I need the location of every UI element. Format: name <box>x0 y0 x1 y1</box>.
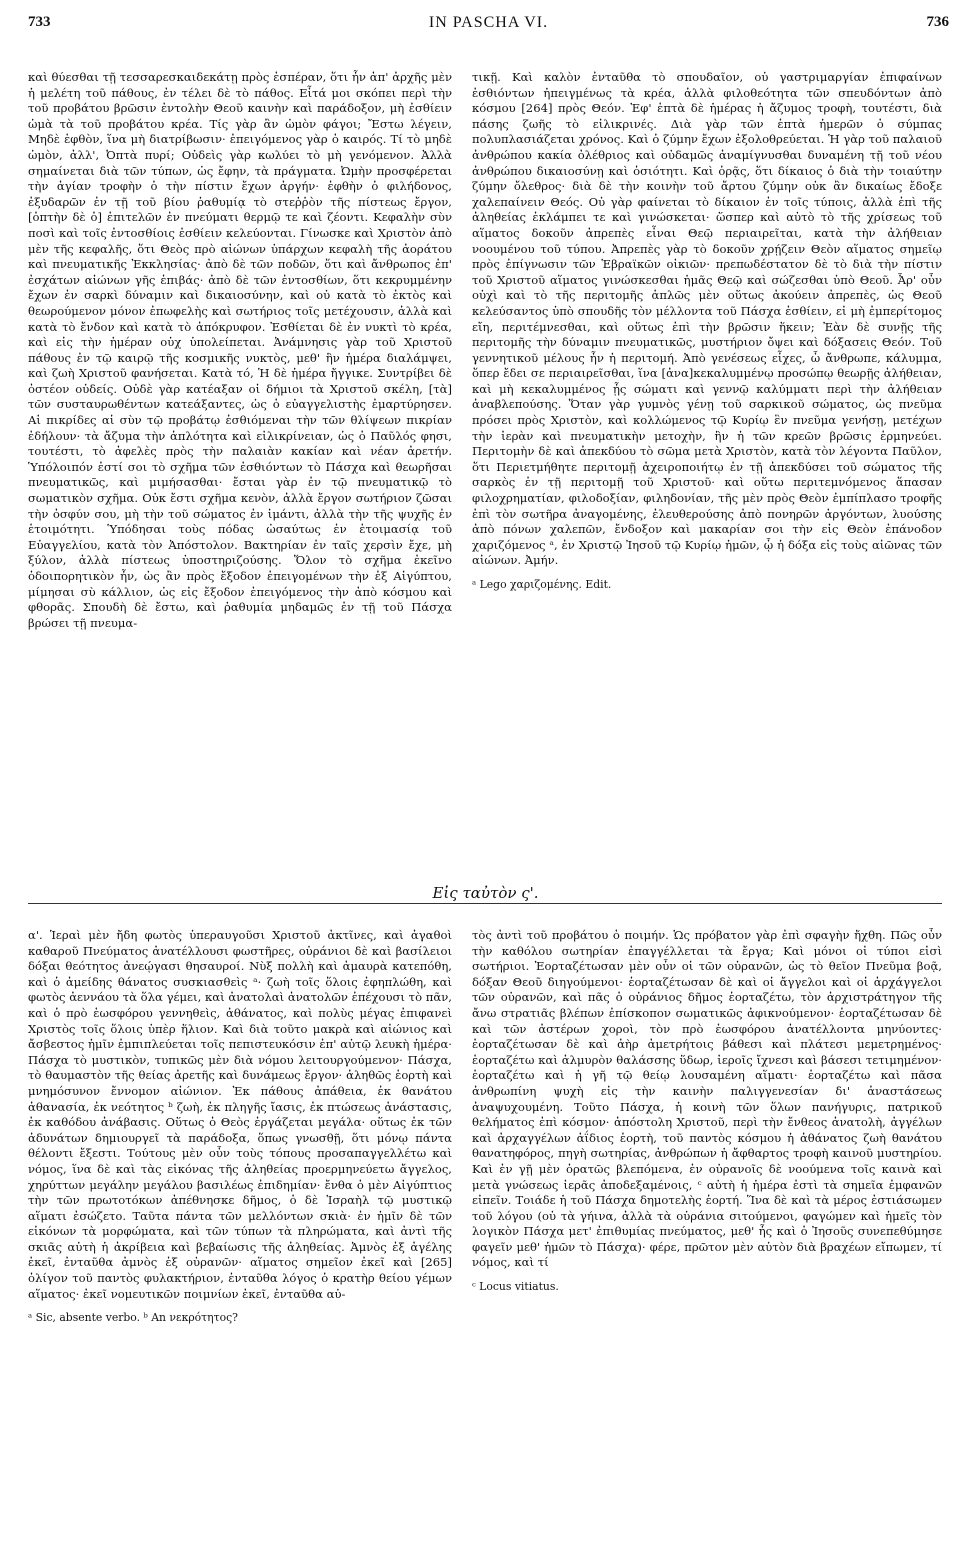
footnote: ᶜ Locus vitiatus. <box>472 1280 559 1294</box>
top-right-column <box>472 70 942 593</box>
bottom-right-column <box>472 928 942 1295</box>
divider <box>28 903 942 904</box>
paragraph: καὶ θύεσθαι τῇ τεσσαρεσκαιδεκάτῃ πρὸς ἑσπέραν, ὅτι ἦν ἀπ' ἀρχῆς μὲν ἡ μελέτη τοῦ πάθους, ἐν τέλει δὲ τὸ πάθος. Εἶτά μοι σκόπει περὶ τὴν τοῦ προβάτου βρῶσιν ἐντολὴν Θεοῦ καινὴν καὶ παράδοξον, μὴ ἐσθίειν ὠμὰ τὰ τοῦ προβάτου κρέα. Τίς γὰρ ἂν ὠμὸν φάγοι; Ἔστω λέγειν, Μηδὲ ἑφθὸν, ἵνα μὴ διατρίβωσιν· ἐπειγόμενος γὰρ ὁ καιρός. Τί τὸ μηδὲ ὠμὸν, ἀλλ', Ὀπτὰ πυρί; Οὐδεὶς γὰρ κωλύει τὸ μὴ γενόμενον. Ἀλλὰ σημαίνεται διὰ τῶν τύπων, ὡς ἔφην, τὰ πράγματα. Ὠμὴν προσφέρεται τὴν ἁγίαν τροφὴν ὁ τὴν πίστιν ἔχων ἀργήν· ἑφθὴν ὁ φιλήδονος, ἐξυδαρῶν ἐν τῇ τοῦ βίου ῥαθυμίᾳ τὸ στεῤῥὸν τῆς πίστεως ἔργον, [ὀπτὴν δὲ ὁ] ἐπιτελῶν ἐν πνεύματι θερμῷ τε καὶ ζέοντι. Κεφαλὴν σὺν ποσὶ καὶ τοῖς ἐντοσθίοις ἐσθίειν κελεύονται. Γίνωσκε καὶ Χριστὸν ἀπὸ μὲν τῆς κεφαλῆς, ὅτι Θεὸς πρὸ αἰώνων ὑπάρχων κεφαλὴ τῆς ἀοράτου καὶ πνευματικῆς Ἐκκλησίας· ἀπὸ δὲ τῶν ποδῶν, ὅτι καὶ ἄνθρωπος ἐπ' ἐσχάτων αἰώνων γῆς ἐπιβάς· ἀπὸ δὲ τῶν ἐντοσθίων, ὅτι κεκρυμμένην ἔχων ἐν σαρκὶ δύναμιν καὶ δικαιοσύνην, καὶ οὐ κατὰ τὸ ἐκτὸς καὶ θεωρούμενον μόνον ἐπωφελὴς καὶ σωτήριος τοῖς μετέχουσιν, ἀλλὰ καὶ κατὰ τὸ ἔνδον καὶ κατὰ τὸ ἀπόκρυφον. Ἐσθίεται δὲ ἐν νυκτὶ τὸ κρέα, καὶ εἰς τὴν ἡμέραν οὐχ ὑπολείπεται. Ἀνάμνησις γὰρ τοῦ Χριστοῦ πάθους ἐν τῷ καιρῷ τῆς κοσμικῆς νυκτὸς, μεθ' ἣν ἡμέρα διαλάμψει, καὶ ζωὴ Χριστοῦ φανήσεται. Κατὰ τό, Ἡ δὲ ἡμέρα ἤγγικε. Συντρίβει δὲ ὀστέον οὐδείς. Οὐδὲ γὰρ κατέαξαν οἱ δήμιοι τὰ Χριστοῦ σκέλη, [τὰ] τῶν συσταυρωθέντων κατεάξαντες, ὡς ὁ εὐαγγελιστὴς ἐμαρτύρησεν. Αἱ πικρίδες αἱ σὺν τῷ προβάτῳ ἐσθιόμεναι τὴν τῶν θλίψεων πικρίαν ἐδήλουν· τὰ ἄζυμα τὴν ἁπλότητα καὶ εἰλικρίνειαν, ὡς ὁ Παῦλός φησι, τουτέστι, τὸ ἀφελὲς πρὸς τὴν παλαιὰν κακίαν καὶ νέαν ἀρετήν. Ὑπόλοιπόν ἐστί σοι τὸ σχῆμα τῶν ἐσθιόντων τὸ Πάσχα καὶ θεωρῆσαι πνευματικῶς, καὶ μιμήσασθαι· ἔσται γὰρ ἐν τῷ πνευματικῷ τὸ σωματικὸν σχῆμα. Οὐκ ἔστι σχῆμα κενὸν, ἀλλὰ ἔργον σωτήριον ζῶσαι τὴν ὀσφύν σου, μὴ τὴν τοῦ σώματος ἐν ἱμάντι, ἀλλὰ τὴν τῆς ψυχῆς ἐν ἑτοιμότητι. Ὑπόδησαι τοὺς πόδας ὡσαύτως ἐν ἑτοιμασίᾳ τοῦ Εὐαγγελίου, κατὰ τὸν Ἀπόστολον. Βακτηρίαν ἐν ταῖς χερσὶν ἔχε, μὴ ξύλον, ἀλλὰ πίστεως ὑποστηριζούσης. Ὅλον τὸ σχῆμα ἐκεῖνο ὁδοιπορητικὸν ἦν, ὡς ἂν πρὸς ἔξοδον ἐπειγομένων τὴν ἐξ Αἰγύπτου, μίμησαι σὺ κάλλιον, ὡς εἰς ἔξοδον ἐπειγόμενος τὴν ἀπὸ κόσμου καὶ φθορᾶς. Σπουδὴ δὲ ἔστω, καὶ ῥαθυμία μηδαμῶς ἐν τῇ τοῦ Πάσχα βρώσει τῇ πνευμα- <box>28 70 452 630</box>
paragraph: τικῇ. Καὶ καλὸν ἐνταῦθα τὸ σπουδαῖον, οὐ γαστριμαργίαν ἐπιφαίνων ἐσθιόντων ἠπειγμένως τὰ κρέα, ἀλλὰ φιλοθεότητα τῶν σπευδόντων ἀπὸ κόσμου [264] πρὸς Θεόν. Ἐφ' ἑπτὰ δὲ ἡμέρας ἡ ἄζυμος τροφὴ, τουτέστι, διὰ πάσης ζωῆς τὸ εἰλικρινές. Διὰ γὰρ τῶν ἑπτὰ ἡμερῶν ὁ σύμπας πολυπλασιάζεται χρόνος. Καὶ ὁ ζύμην ἔχων ἐξολοθρεύεται. Ἡ γὰρ τοῦ παλαιοῦ ἀνθρώπου κακία ὀλέθριος καὶ οὐδαμῶς ἀναμίγνυσθαι δυναμένη τῇ τοῦ νέου ἀνθρώπου δικαιοσύνῃ καὶ ὁσιότητι. Καὶ ὁρᾷς, ὅτι δίκαιος ὁ διὰ τὴν τοιαύτην ζύμην ὄλεθρος· διὰ δὲ τὴν κοινὴν τοῦ ἄρτου ζύμην οὐκ ἂν δικαίως ἔδοξε χαλεπαίνειν Θεός. Οὐ γὰρ φαίνεται τὸ δίκαιον ἐν τοῖς τύποις, ἀλλὰ ἐπὶ τῆς ἀληθείας ἐκλάμπει τε καὶ γινώσκεται· ὥσπερ καὶ αὐτὸ τὸ τῆς χρίσεως τοῦ αἵματος δοκοῦν ἀπρεπὲς εἶναι Θεῷ περιαιρεῖται, κατὰ τὴν ἀλήθειαν νοουμένου τοῦ τύπου. Ἀπρεπὲς γὰρ τὸ δοκοῦν χρῄζειν Θεὸν αἵματος σημεῖῳ πρὸς ἐπίγνωσιν τῶν Ἑβραϊκῶν οἰκιῶν· πρεπωδέστατον δὲ τὸ διὰ τὴν πίστιν τοῦ Χριστοῦ αἵματος γινώσκεσθαι ἡμᾶς Θεῷ καὶ σώζεσθαι ὑπὸ Θεοῦ. Ἆρ' οὖν οὐχὶ καὶ τὸ τῆς περιτομῆς ἁπλῶς μὲν οὕτως ἀκούειν ἀπρεπὲς, ὡς Θεοῦ κελεύσαντος ὑπὸ σπουδῆς τὸν μέλλοντα τοῦ Πάσχα ἐσθίειν, εἰ μὴ ἐμπερίτομος εἴη, περιτέμνεσθαι, καὶ οὕτως ἐπὶ τὴν βρῶσιν ἥκειν; Ἐὰν δὲ συνῇς τῆς περιτομῆς τὴν δύναμιν πνευματικῶς, μυστήριον ὄψει καὶ δόξασεις Θεόν. Τοῦ γεννητικοῦ μέλους ἦν ἡ περιτομή. Ἀπὸ γενέσεως εἶχες, ὦ ἄνθρωπε, κάλυμμα, ὅπερ ἔδει σε περιαιρεῖσθαι, ἵνα [ἀνα]κεκαλυμμένῳ προσώπῳ θεωρῇς ἀλήθειαν, καὶ μὴ κεκαλυμμένος ᾖς σώματι καὶ γεννῷ καλύμματι περὶ τὴν ἀλήθειαν ἀναβλεπούσης. Ὅταν γὰρ γυμνὸς γένῃ τοῦ σαρκικοῦ σώματος, ὡς πνεῦμα πρόσει πρὸς Χριστὸν, καὶ κολλώμενος τῷ Κυρίῳ ἓν πνεῦμα γενήσῃ, μετέχων τὴν ἱερὰν καὶ πνευματικὴν μετοχὴν, ἣν ἡ τῶν κρεῶν βρῶσις ἑρμηνεύει. Περιτομὴν δὲ καὶ ἀπεκδύου τὸ σῶμα μετὰ Χριστὸν, κατὰ τὸν λέγοντα Παῦλον, ὅτι Περιετμήθητε περιτομῇ ἀχειροποιήτῳ ἐν τῇ ἀπεκδύσει τοῦ σώματος τῆς σαρκὸς ἐν τῇ περιτομῇ τοῦ Χριστοῦ· καὶ οὕτω περιτεμνόμενος ἅπασαν φιλοχρηματίαν, φιλοδοξίαν, φιληδονίαν, τῆς μὲν πρὸς Θεὸν ἐμπίπλασο τροφῆς ἐπὶ τὸν σωτῆρα ἀναγομένης, ἐλευθερούσης ἀπὸ πονηρῶν ἀργόντων, λυούσης ἀπὸ πόνων χαλεπῶν, ἔνδοξον καὶ μακαρίαν σοι τὴν εἰς Θεὸν ἐπάνοδον χαριζόμενος ᵃ, ἐν Χριστῷ Ἰησοῦ τῷ Κυρίῳ ἡμῶν, ᾧ ἡ δόξα εἰς τοὺς αἰῶνας τῶν αἰώνων. Ἀμήν. <box>472 70 942 568</box>
section-heading: Εἰς ταὐτὸν ς'. <box>432 884 539 902</box>
running-title: IN PASCHA VI. <box>428 14 549 31</box>
bottom-left-column <box>28 928 452 1326</box>
footnote: ᵃ Sic, absente verbo. ᵇ An νεκρότητος? <box>28 1311 238 1325</box>
paragraph: α'. Ἱεραὶ μὲν ἤδη φωτὸς ὑπεραυγοῦσι Χριστοῦ ἀκτῖνες, καὶ ἀγαθοὶ καθαροῦ Πνεύματος ἀνατέλλουσι φωστῆρες, οὐράνιοι δὲ καὶ βασίλειοι δόξαι θεότητος ἀνεῴγασι θησαυροί. Νὺξ πολλὴ καὶ ἀμαυρὰ κατεπόθη, καὶ ὁ ἀμείδης θάνατος συσκιασθεὶς ᵃ· ζωὴ τοῖς ὅλοις ἐφηπλώθη, καὶ φωτὸς ἀεννάου τὰ ὅλα γέμει, καὶ ἀνατολαὶ ἀνατολῶν ἐπέχουσι τὸ πᾶν, καὶ ὁ πρὸ ἑωσφόρου γεννηθεὶς, ἀθάνατος, καὶ πολὺς μέγας ἐπιφανεὶ Χριστὸς τοῖς ὅλοις ὑπὲρ ἥλιον. Καὶ διὰ τοῦτο μακρὰ καὶ αἰώνιος καὶ ἄσβεστος ἡμῖν ἐμπιπλεύεται τοῖς πεπιστευκόσιν ἐπ' αὐτῷ λευκὴ ἡμέρα· Πάσχα τὸ μυστικὸν, τυπικῶς μὲν διὰ νόμου λειτουργούμενον· Πάσχα, τὸ θαυμαστὸν τῆς θείας ἀρετῆς καὶ δυνάμεως ἔργον· ἀληθῶς ἑορτὴ καὶ μνημόσυνον ἔννομον αἰώνιον. Ἐκ πάθους ἀπάθεια, ἐκ θανάτου ἀθανασία, ἐκ νεότητος ᵇ ζωὴ, ἐκ πληγῆς ἴασις, ἐκ πτώσεως ἀνάστασις, ἐκ καθόδου ἀνάβασις. Οὕτως ὁ Θεὸς ἐργάζεται μεγάλα· οὕτως ἐκ τῶν ἀδυνάτων δημιουργεῖ τὰ παράδοξα, ὅπως γνωσθῇ, ὅτι μόνῳ πάντα θέλοντι ἔξεστι. Τούτους μὲν οὖν τοὺς τόπους προσαπαγγελλέτω καὶ νόμος, ἵνα δὲ καὶ τὰς εἰκόνας τῆς ἀληθείας προερμηνεύετω ἄγγελος, χηρύττων μεγάλην μεγάλου βασιλέως ἐπιδημίαν· ἔνθα ὁ μὲν Αἰγύπτιος τὴν τῶν πρωτοτόκων ἀπέθνησκε δῆμος, ὁ δὲ Ἰσραὴλ τῷ μυστικῷ αἵματι ἐσώζετο. Ταῦτα πάντα τῶν μελλόντων σκιὰ· ἐν ἡμῖν δὲ τῶν εἰκόνων τὰ μορφώματα, καὶ τῶν τύπων τὰ πληρώματα, καὶ ἀντὶ τῆς σκιᾶς αὐτὴ ἡ ἀκρίβεια καὶ βεβαίωσις τῆς ἀληθείας. Ἀμνὸς ἐξ ἀγέλης ἐκεῖ, ἐνταῦθα ἀμνὸς ἐξ οὐρανῶν· αἵματος σημεῖον ἐκεῖ καὶ [265] ὀλίγον τοῦ παντὸς φυλακτήριον, ἐνταῦθα λόγος ὁ κρατὴρ θείου γέμων αἵματος· ἐκεῖ νομευτικῶν ποιμνίων ἐκεῖ, ἐνταῦθα αὐ- <box>28 928 452 1301</box>
running-header <box>28 14 949 40</box>
top-left-column <box>28 70 452 631</box>
paragraph: τὸς ἀντὶ τοῦ προβάτου ὁ ποιμήν. Ὡς πρόβατον γὰρ ἐπὶ σφαγὴν ἤχθη. Πῶς οὖν τὴν καθόλου σωτηρίαν ἐπαγγέλλεται τὰ ἔργα; Καὶ μόνοι οἱ τύποι εἰσὶ σωτήριοι. Ἑορταζέτωσαν μὲν οὖν οἱ τῶν οὐρανῶν, ὡς τὸ θεῖον Πνεῦμα βοᾷ, δόξαν Θεοῦ διηγούμενοι· ἑορταζέτωσαν δὲ καὶ οἱ ἄγγελοι καὶ οἱ ἀρχάγγελοι τῶν οὐρανῶν, καὶ πᾶς ὁ οὐράνιος δῆμος ἑορταζέτω, τὸν ἀρχιστράτηγον τῆς ἄνω στρατιᾶς βλέπων ἐπίσκοπον σωματικῶς ἀφικνούμενον· ἑορταζέτωσαν δὲ καὶ τῶν ἀστέρων χοροὶ, τὸν πρὸ ἑωσφόρου ἀνατέλλοντα μηνύοντες· ἑορταζέτωσαν δὲ καὶ ἀὴρ ἀμετρήτοις βάθεσι καὶ πλάτεσι μεμετρημένος· ἑορταζέτω καὶ ἁλμυρὸν θαλάσσης ὕδωρ, ἱεροῖς ἴχνεσι καὶ βάσεσι τετιμημένον· ἑορταζέτω καὶ ἡ γῆ τῷ θείῳ λουσαμένη αἵματι· ἑορταζέτω καὶ πᾶσα ἀνθρωπίνη ψυχὴ εἰς τὴν καινὴν παλιγγενεσίαν δι' ἀναστάσεως ἀναψυχουμένη. Τοῦτο Πάσχα, ἡ κοινὴ τῶν ὅλων πανήγυρις, πατρικοῦ θελήματος ἐπὶ κόσμον· ἀπόστολη Χριστοῦ, περὶ τὴν ἔνθεος ἀνατολὴ, ἀγγέλων καὶ ἀρχαγγέλων ἀΐδιος ἑορτὴ, τοῦ παντὸς κόσμου ἡ ἀθάνατος ζωὴ θανάτου θανατηφόρος, πηγὴ σωτηρίας, ἀνθρώπων ἡ ἄφθαρτος τροφὴ καινοῦ μυστηρίου. Καὶ ἐν γῇ μὲν ὁρατῶς βλεπόμενα, ἐν οὐρανοῖς δὲ νοούμενα τοῖς καινὰ καὶ μετὰ γνώσεως ἱερᾶς ἀποδεξαμένοις, ᶜ αὐτὴ ἡ ἡμέρα ἐστὶ τὰ σημεῖα ἐμφανῶν εἰπεῖν. Τοιάδε ἡ τοῦ Πάσχα δημοτελὴς ἑορτή. Ἵνα δὲ καὶ τὰ μέρος ἐστιάσωμεν τοῦ λόγου (οὐ τὰ γήινα, ἀλλὰ τὰ οὐράνια σιτούμενοι, φαγώμεν καὶ ἡμεῖς τὸν λογικὸν Πάσχα μετ' ἐπιθυμίας πνεύματος, μεθ' ἧς καὶ ὁ Ἰησοῦς συνεπεθύμησε φαγεῖν μεθ' ἡμῶν τὸ Πάσχα)· φέρε, πρῶτον μὲν αὐτὸν διὰ βραχέων εἴπωμεν, τί νόμος, καὶ τί <box>472 928 942 1270</box>
page-number-right: 736 <box>926 14 949 30</box>
page-number-left: 733 <box>28 14 51 30</box>
footnote: ᵃ Lego χαριζομένης. Edit. <box>472 578 612 591</box>
